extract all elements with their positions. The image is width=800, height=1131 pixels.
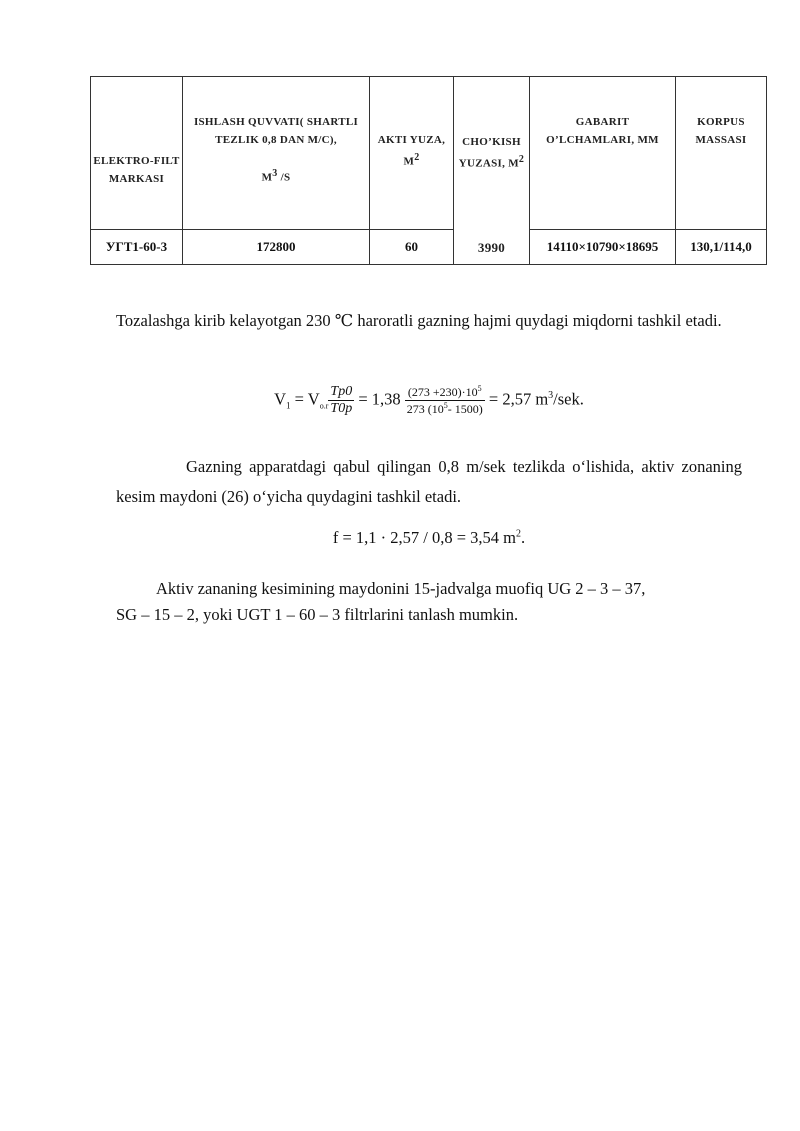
header-capacity-unit: $M^3$ /S [261,168,291,184]
header-marka [91,77,183,230]
header-exit-area [454,77,530,265]
header-mass-text: KORPUS MASSASI [695,116,747,146]
formula-fraction-2: $\frac{(273 +230)\cdot 10^5}{273 (10^5- 1500)}$ [406,384,483,416]
paragraph-active-zone: Gazning apparatdagi qabul qilingan 0,8 m/sek tezlikda o‘lishida, aktiv zonaning kesim maydoni (26) o‘yicha quydagini tashkil etadi. [116,457,742,506]
cell-active-area: 60 [370,230,454,265]
paragraph-filter-choice-line1: Aktiv zananing kesimining maydonini 15-jadvalga muofiq UG 2 – 3 – 37, [156,579,646,598]
formula-area: f = 1,1 · 2,57 / 0,8 = 3,54 $m^2$. [332,528,526,547]
header-active-area-text: AKTI YUZA, $M^2$ [377,134,446,168]
paragraph-filter-choice [116,576,756,628]
header-active-area [370,77,454,230]
header-exit-area-text: CHO’KISH YUZASI, $M^2$ [458,136,525,170]
header-capacity [183,77,370,230]
cell-marka: УГТ1-60-3 [91,230,183,265]
header-dimensions [530,77,676,230]
cell-capacity: 172800 [183,230,370,265]
formula-gas-volume: $V_1 = V_{o.r}$ $\frac{Tp0}{T0p}$ = 1,38 $\frac{(273 +230)\cdot 10^5}{273 (10^5- 1500)}$ = 2,57 $m^3$/sek. [274,384,584,416]
header-capacity-text: ISHLASH QUVVATI( SHARTLI TEZLIK 0,8 DAN M/C), [193,116,359,146]
table-row [91,230,767,265]
table-header-row [91,77,767,230]
cell-mass: 130,1/114,0 [676,230,767,265]
header-mass [676,77,767,230]
header-dimensions-text: GABARIT O’LCHAMLARI, MM [546,116,659,146]
paragraph-gas-volume-intro: Tozalashga kirib kelayotgan 230 ℃ haroratli gazning hajmi quydagi miqdorni tashkil etadi. [116,311,722,330]
cell-exit-area: 3990 [477,240,506,255]
formula-fraction-1: $\frac{Tp0}{T0p}$ [330,384,353,416]
cell-dimensions: 14110×10790×18695 [530,230,676,265]
header-marka-text: ELEKTRO-FILT MARKASI [93,155,180,185]
paragraph-filter-choice-line2: SG – 15 – 2, yoki UGT 1 – 60 – 3 filtrlarini tanlash mumkin. [116,605,519,624]
electrofilter-spec-table [90,76,767,265]
